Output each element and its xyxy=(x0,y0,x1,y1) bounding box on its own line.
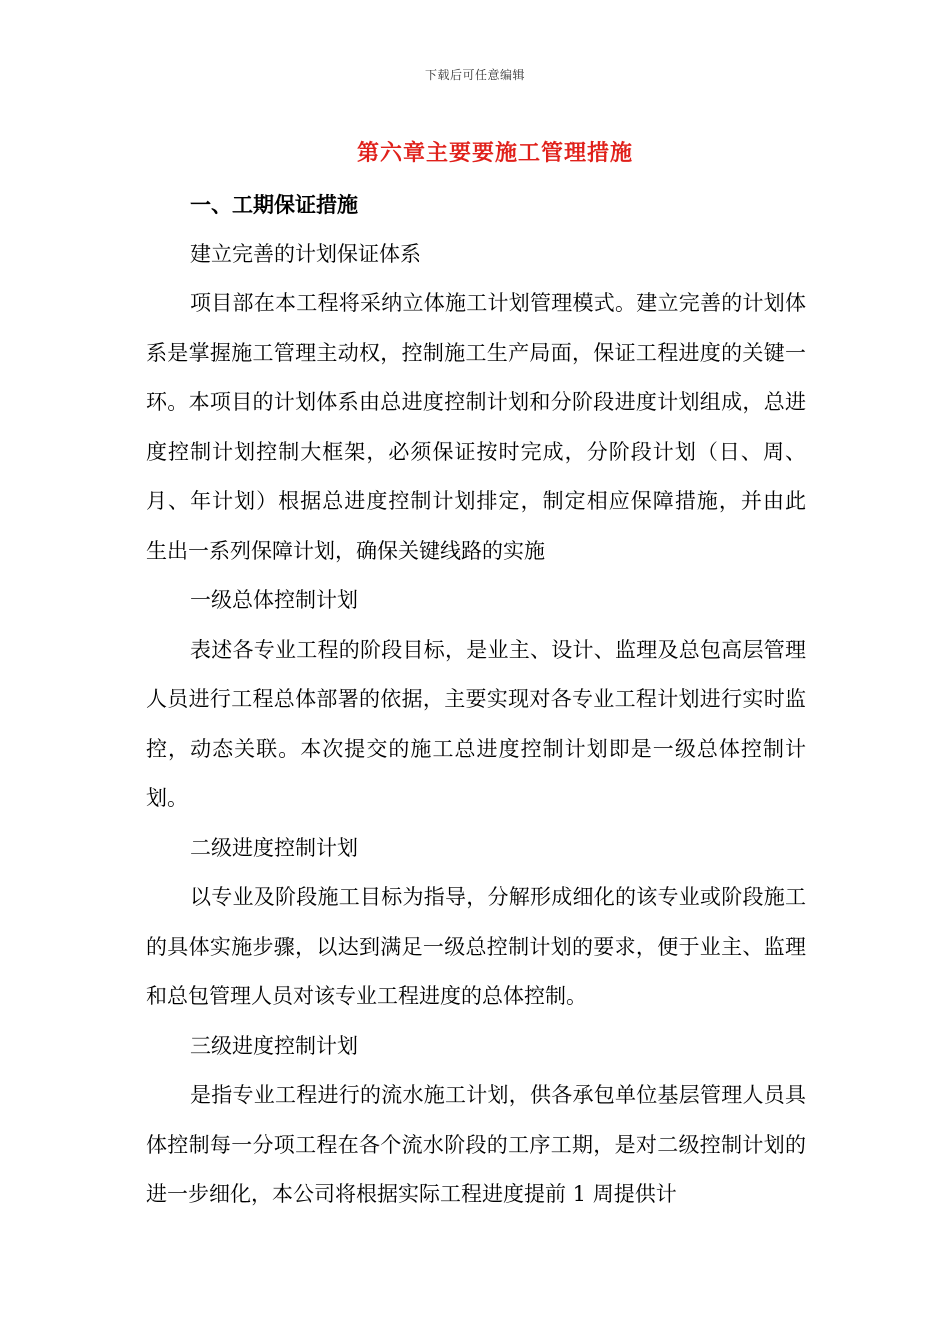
paragraph-level-one: 表述各专业工程的阶段目标，是业主、设计、监理及总包高层管理人员进行工程总体部署的依据，主要实现对各专业工程计划进行实时监控，动态关联。本次提交的施工总进度控制计划即是一级总体控制计划。 xyxy=(146,637,806,810)
section-heading: 一、工期保证措施 xyxy=(190,192,358,217)
paragraph-plan-system: 项目部在本工程将采纳立体施工计划管理模式。建立完善的计划体系是掌握施工管理主动权，控制施工生产局面，保证工程进度的关键一环。本项目的计划体系由总进度控制计划和分阶段进度计划组成，总进度控制计划控制大框架，必须保证按时完成，分阶段计划（日、周、月、年计划）根据总进度控制计划排定，制定相应保障措施，并由此 生出一系列保障计划，确保关键线路的实施 xyxy=(146,291,834,563)
document-title: 第六章主要要施工管理措施 xyxy=(356,140,633,166)
subheading-level-one: 一级总体控制计划 xyxy=(190,588,358,612)
subheading-plan-system: 建立完善的计划保证体系 xyxy=(190,241,421,266)
document-body xyxy=(146,180,834,1220)
subheading-level-two: 二级进度控制计划 xyxy=(190,835,358,860)
subheading-level-three: 三级进度控制计划 xyxy=(190,1033,358,1058)
paragraph-level-three: 是指专业工程进行的流水施工计划，供各承包单位基层管理人员具体控制每一分项工程在各个流水阶段的工序工期，是对二级控制计划的进一步细化，本公司将根据实际工程进度提前 1 周提供计 xyxy=(146,1083,806,1206)
paragraph-level-two: 以专业及阶段施工目标为指导，分解形成细化的该专业或阶段施工的具体实施步骤，以达到满足一级总控制计划的要求，便于业主、监理和总包管理人员对该专业工程进度的总体控制。 xyxy=(146,885,806,1008)
header-note: 下载后可任意编辑 xyxy=(424,68,525,82)
